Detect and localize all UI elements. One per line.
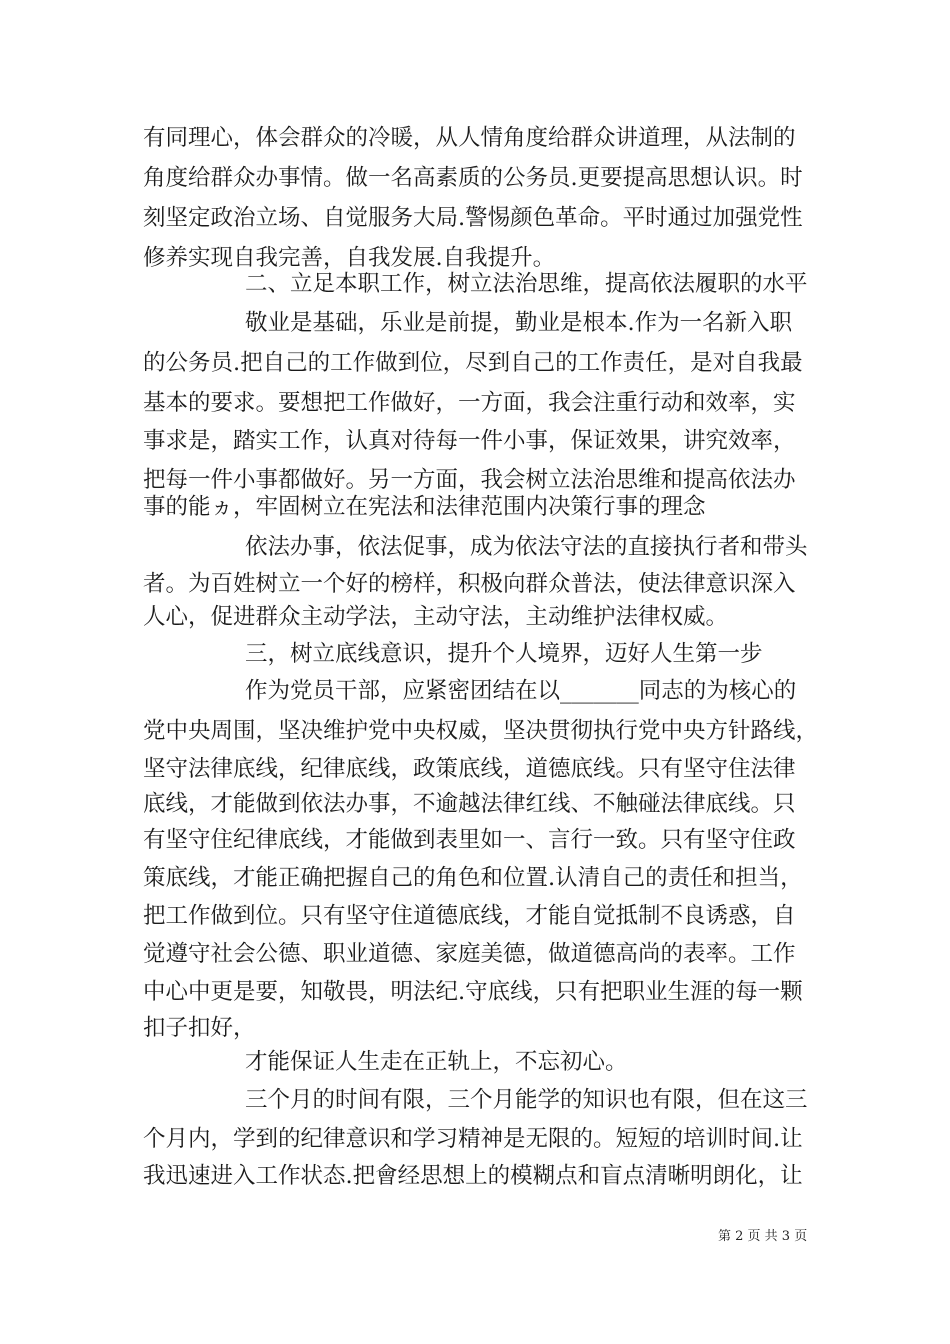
text-line: 人心，促进群众主动学法，主动守法，主动维护法律权威。 <box>143 604 729 630</box>
text-line: 敬业是基础，乐业是前提，勤业是根本.作为一名新入职 <box>245 310 793 336</box>
text-line: 依法办事，依法促事，成为依法守法的直接执行者和带头 <box>245 534 808 560</box>
section-heading: 三，树立底线意识，提升个人境界，迈好人生第一步 <box>245 641 763 667</box>
text-line: 把每一件小事都做好。另一方面，我会树立法治思维和提高依法办 <box>143 467 796 493</box>
text-line: 中心中更是要，知敬畏，明法纪.守底线，只有把职业生涯的每一颗 <box>143 979 803 1005</box>
text-line: 坚守法律底线，纪律底线，政策底线，道德底线。只有坚守住法律 <box>143 756 796 782</box>
section-heading: 二、立足本职工作，树立法治思维，提高依法履职的水平 <box>245 271 808 297</box>
text-line: 觉遵守社会公德、职业道德、家庭美德，做道德高尚的表率。工作 <box>143 941 796 967</box>
text-line: 我迅速进入工作状态.把會经思想上的模糊点和盲点清晰明朗化，让 <box>143 1163 803 1189</box>
text-line: 的公务员.把自己的工作做到位，尽到自己的工作责任，是对自我最 <box>143 350 803 376</box>
text-line: 事的能ヵ，牢固树立在宪法和法律范围内决策行事的理念 <box>143 494 706 520</box>
text-line: 有坚守住纪律底线，才能做到表里如一、言行一致。只有坚守住政 <box>143 827 796 853</box>
text-line: 扣子扣好， <box>143 1015 256 1041</box>
text-line: 底线，才能做到依法办事，不逾越法律红线、不触碰法律底线。只 <box>143 791 796 817</box>
text-line: 角度给群众办事情。做一名高素质的公务员.更要提高思想认识。时 <box>143 165 803 191</box>
text-line: 事求是，踏实工作，认真对待每一件小事，保证效果，讲究效率， <box>143 428 796 454</box>
text-line: 个月内，学到的纪律意识和学习精神是无限的。短短的培训时间.让 <box>143 1126 803 1152</box>
text-line: 党中央周围，坚决维护党中央权威，坚决贯彻执行党中央方针路线， <box>143 718 819 744</box>
text-line: 作为党员干部，应紧密团结在以_______同志的为核心的 <box>245 678 797 704</box>
text-line: 有同理心，体会群众的冷暖，从人情角度给群众讲道理，从法制的 <box>143 125 796 151</box>
text-line: 三个月的时间有限，三个月能学的知识也有限，但在这三 <box>245 1087 808 1113</box>
text-line: 策底线，才能正确把握自己的角色和位置.认清自己的责任和担当， <box>143 865 803 891</box>
text-line: 基本的要求。要想把工作做好，一方面，我会注重行动和效率，实 <box>143 390 796 416</box>
text-line: 才能保证人生走在正轨上，不忘初心。 <box>245 1049 628 1075</box>
text-line: 者。为百姓树立一个好的榜样，积极向群众普法，使法律意识深入 <box>143 571 796 597</box>
text-line: 刻坚定政治立场、自觉服务大局.警惕颜色革命。平时通过加强党性 <box>143 205 803 231</box>
page-number: 第 2 页 共 3 页 <box>718 1229 808 1244</box>
text-line: 修养实现自我完善，自我发展.自我提升。 <box>143 245 556 271</box>
text-line: 把工作做到位。只有坚守住道德底线，才能自觉抵制不良诱惑，自 <box>143 903 796 929</box>
